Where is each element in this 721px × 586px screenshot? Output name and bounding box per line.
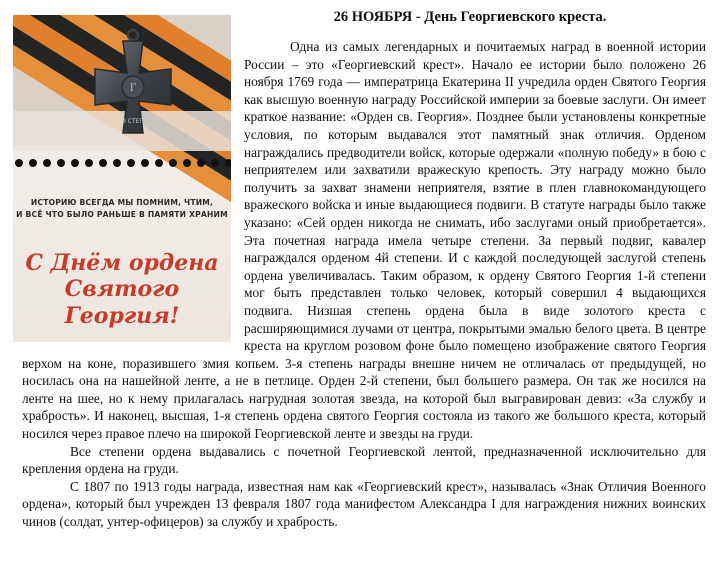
poster-greeting-line3: Георгия! <box>64 302 180 329</box>
article-body <box>22 38 706 531</box>
paragraph-history: Одна из самых легендарных и почитаемых наград в военной истории России – это «Георгиевский крест». Начало ее истории было положено 26 ноября 1769 года — императрица Екатерина II учредила орден Святого Георгия как высшую военную награду Российской империи за боевые заслуги. Он имеет краткое название: «Орден св. Георгия». Позднее были установлены конкретные условия, по которым выдавался этот памятный знак отличия. Орденом награждались предводители войск, которые одержали «полную победу» в бою с неприятелем или захватили вражескую крепость. Эту награду можно было получить за захват знамени неприятеля, взятие в плен главнокомандующего вражеского войска и иные выдающиеся подвиги. В статуте награды было также указано: «Сей орден никогда не снимать, ибо заслугами оный приобретается». Эта почетная награда имела четыре степени. За первый подвиг, кавалер награждался орденом 4й степени. И с каждой последующей заслугой степень ордена увеличивалась. Таким образом, к ордену Святого Георгия 1-й степени мог быть представлен только человек, который совершил 4 выдающихся подвига. Низшая степень ордена была в виде золотого креста с расширяющимися лучами от центра, покрытыми эмалью белого цвета. В центре креста на круглом розовом фоне было помещено изображение святого Георгия верхом на коне, поразившего змия копьем. 3-я степень награды внешне ничем не отличалась от предыдущей, но носилась она на нашейной ленте, а не в петлице. Орден 2-й степени, был большего размера. Он так же носился на ленте на шее, но к нему прилагалась нагрудная золотая звезда, на которой был выгравирован девиз: «За службу и храбрость». И наконец, высшая, 1-я степень ордена святого Георгия состояла из такого же большого креста, который носился через правое плечо на широкой Георгиевской ленте и звезды на груди. <box>22 39 706 442</box>
poster-caption-line2: И ВСЁ ЧТО БЫЛО РАНЬШЕ В ПАМЯТИ ХРАНИМ <box>16 209 228 219</box>
paragraph-ribbon: Все степени ордена выдавались с почетной Георгиевской лентой, предназначенной исключительно для крепления ордена на груди. <box>22 443 706 477</box>
page-title: 26 НОЯБРЯ - День Георгиевского креста. <box>333 9 607 25</box>
cross-inscription: 3 СТЕП <box>122 118 144 125</box>
svg-text:Г: Г <box>129 83 137 94</box>
paragraph-insignia: С 1807 по 1913 годы награда, известная нам как «Георгиевский крест», называлась «Знак Отличия Военного ордена», который был учрежден 13 февраля 1807 года манифестом Александра I для награждения нижних воинских чинов (солдат, унтер-офицеров) за службу и храбрость. <box>22 478 706 530</box>
poster-greeting-line2: Святого <box>64 276 180 303</box>
image-float-spacer <box>22 38 244 350</box>
poster-caption-line1: ИСТОРИЮ ВСЕГДА МЫ ПОМНИМ, ЧТИМ, <box>30 198 214 207</box>
poster-greeting-line1: С Днём ордена <box>25 250 219 276</box>
